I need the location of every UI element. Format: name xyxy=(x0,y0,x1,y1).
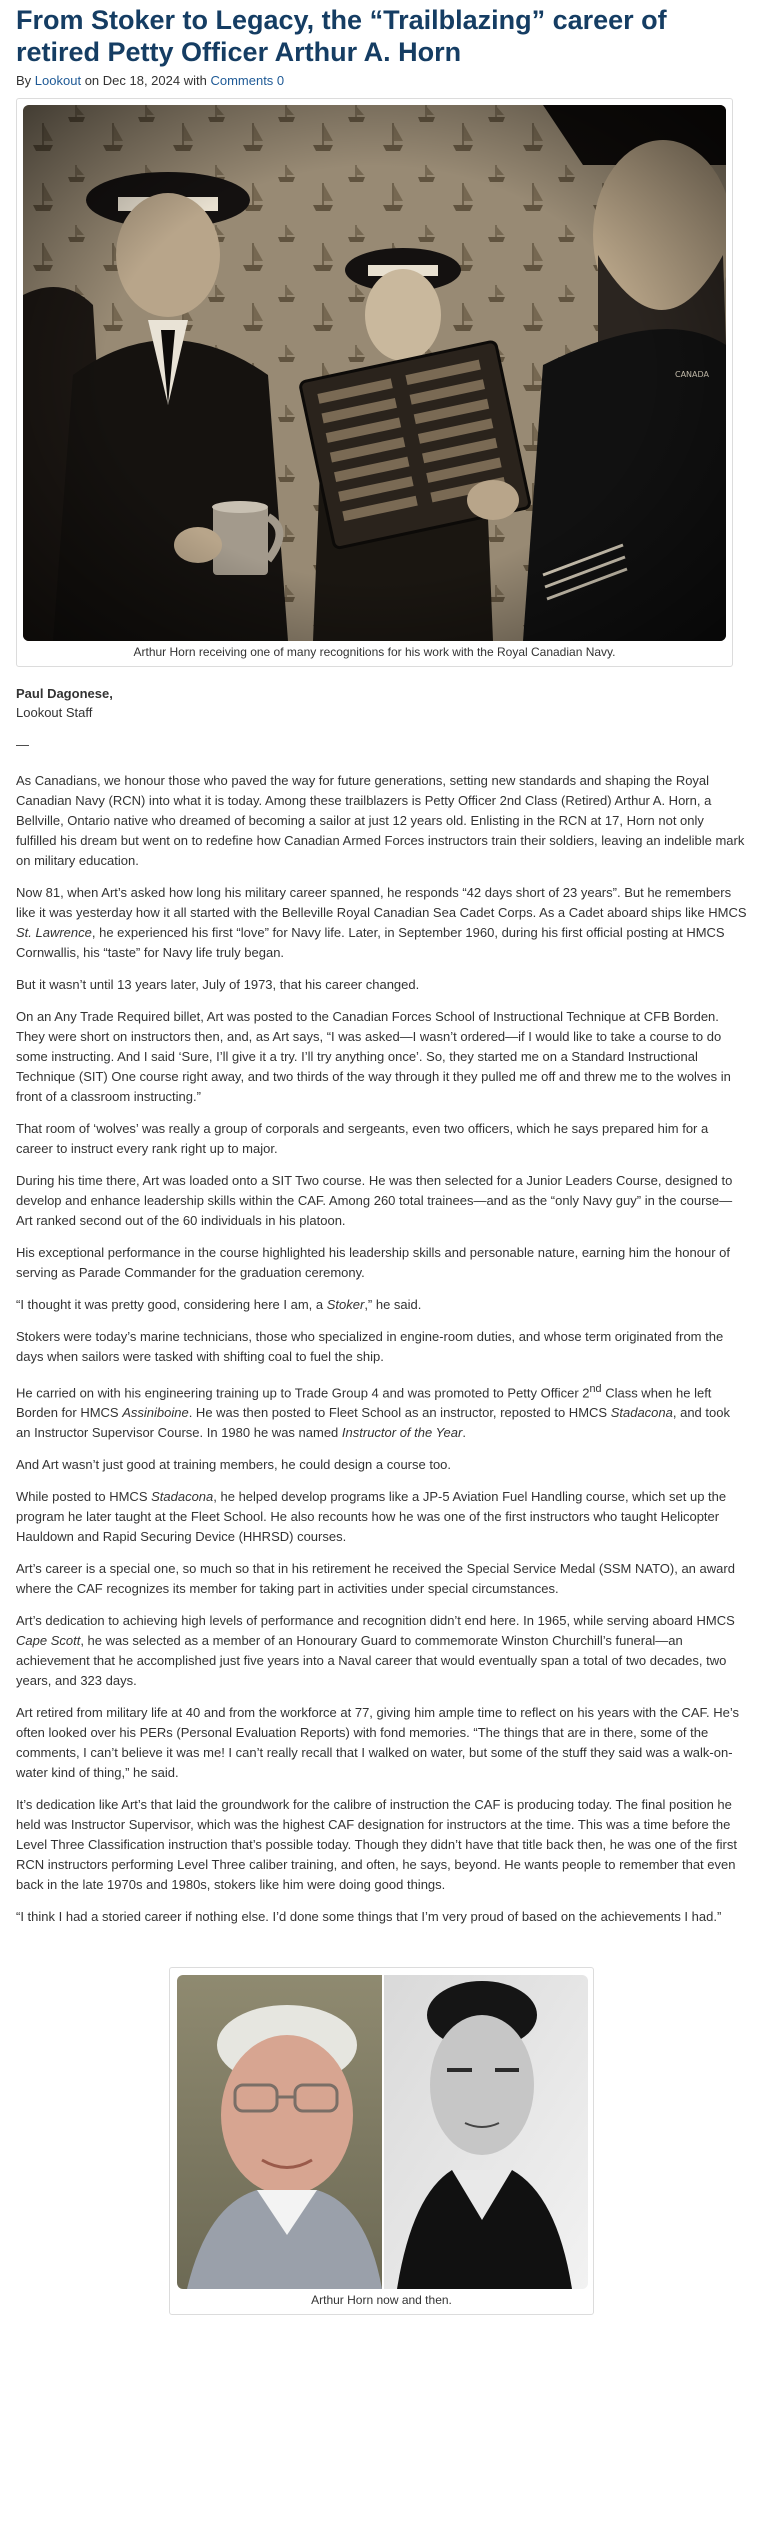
paragraph: “I think I had a storied career if nothing else. I’d done some things that I’m very proud of based on the achievements I had.” xyxy=(16,1909,722,1925)
byline-name: Paul Dagonese, xyxy=(16,686,113,701)
meta-date: on Dec 18, 2024 with xyxy=(84,73,207,88)
paragraph: It’s dedication like Art’s that laid the groundwork for the calibre of instruction the CAF is producing today. The final position he held was Instructor Supervisor, which was the highest CAF designation for instructors at the time. This was a time before the Level Three Classification instruction that’s possible today. Though they didn’t have that title back then, he was one of the first RCN instructors performing Level Three caliber training, and often, he says, beyond. He wants people to remember that even back in the late 1970s and 1980s, stokers like him were doing good things. xyxy=(16,1797,737,1893)
paragraph: Art’s dedication to achieving high levels of performance and recognition didn’t end here. In 1965, while serving aboard HMCS Cape Scott, he was selected as a member of an Honourary Guard to commemorate Winston Churchill’s funeral—an achievement that he accomplished just five years into a Naval career that would eventually span a total of two decades, two years, and 323 days. xyxy=(16,1613,735,1689)
paragraph: “I thought it was pretty good, considering here I am, a Stoker,” he said. xyxy=(16,1297,422,1312)
byline xyxy=(16,684,747,722)
byline-role: Lookout Staff xyxy=(16,705,93,720)
paragraph: Now 81, when Art’s asked how long his military career spanned, he responds “42 days short of 23 years”. But he remembers like it was yesterday how it all started with the Belleville Royal Canadian Sea Cadet Corps. As a Cadet aboard ships like HMCS St. Lawrence, he experienced his first “love” for Navy life. Later, in September 1960, during his first official posting at HMCS Cornwallis, his “taste” for Navy life truly began. xyxy=(16,885,747,960)
author-link[interactable]: Lookout xyxy=(34,73,82,88)
paragraph: As Canadians, we honour those who paved the way for future generations, setting new standards and shaping the Royal Canadian Navy (RCN) into what it is today. Among these trailblazers is Petty Officer 2nd Class (Retired) Arthur A. Horn, a Bellville, Ontario native who dreamed of becoming a sailor at just 12 years old. Enlisting in the RCN at 17, Horn not only fulfilled his dream but went on to redefine how Canadian Armed Forces instructors train their soldiers, leaving an indelible mark on military education. xyxy=(16,773,745,868)
second-figure-caption: Arthur Horn now and then. xyxy=(311,2293,452,2308)
paragraph: Art’s career is a special one, so much so that in his retirement he received the Special Service Medal (SSM NATO), an award where the CAF recognizes its member for taking part in activities under special circumstances. xyxy=(16,1561,735,1597)
paragraph: Stokers were today’s marine technicians, those who specialized in engine-room duties, and whose term originated from the days when sailors were tasked with shifting coal to fuel the ship. xyxy=(16,1329,724,1364)
article-body xyxy=(16,771,747,1927)
paragraph: But it wasn’t until 13 years later, July of 1973, that his career changed. xyxy=(16,977,420,992)
paragraph: During his time there, Art was loaded onto a SIT Two course. He was then selected for a Junior Leaders Course, designed to develop and enhance leadership skills within the CAF. Among 260 total trainees—and as the “only Navy guy” in the course—Art ranked second out of the 60 individuals in his platoon. xyxy=(16,1173,733,1228)
paragraph: That room of ‘wolves’ was really a group of corporals and sergeants, even two officers, which he says prepared him for a career to instruct every rank right up to major. xyxy=(16,1121,709,1156)
main-figure xyxy=(16,98,733,667)
article-title: From Stoker to Legacy, the “Trailblazing” career of retired Petty Officer Arthur A. Horn xyxy=(16,5,667,67)
paragraph: He carried on with his engineering training up to Trade Group 4 and was promoted to Petty Officer 2nd Class when he left Borden for HMCS Assiniboine. He was then posted to Fleet School as an instructor, reposted to HMCS Stadacona, and took an Instructor Supervisor Course. In 1980 he was named Instructor of the Year. xyxy=(16,1383,730,1441)
meta-by: By xyxy=(16,73,32,88)
paragraph: And Art wasn’t just good at training members, he could design a course too. xyxy=(16,1457,452,1473)
paragraph: His exceptional performance in the course highlighted his leadership skills and personable nature, earning him the honour of serving as Parade Commander for the graduation ceremony. xyxy=(16,1245,730,1280)
paragraph: While posted to HMCS Stadacona, he helped develop programs like a JP-5 Aviation Fuel Handling course, which set up the program he later taught at the Fleet School. He also recounts how he was one of the first instructors who taught Helicopter Hauldown and Rapid Securing Device (HHRSD) courses. xyxy=(16,1489,727,1545)
paragraph: On an Any Trade Required billet, Art was posted to the Canadian Forces School of Instructional Technique at CFB Borden. They were short on instructors then, and, as Art says, “I was asked—I wasn’t ordered—if I would like to take a course to do some instructing. And I said ‘Sure, I’ll give it a try. I’ll try anything once’. So, they started me on a Standard Instructional Technique (SIT) One course right away, and two thirds of the way through it they pulled me off and threw me to the wolves in front of a classroom instructing.” xyxy=(16,1009,731,1104)
main-figure-caption: Arthur Horn receiving one of many recognitions for his work with the Royal Canadian Navy. xyxy=(133,645,616,659)
comments-link[interactable]: Comments 0 xyxy=(210,73,285,88)
main-photo xyxy=(23,105,726,641)
now-and-then-photo xyxy=(177,1975,588,2289)
byline-dash: — xyxy=(16,737,29,752)
paragraph: Art retired from military life at 40 and from the workforce at 77, giving him ample time to reflect on his years with the CAF. He’s often looked over his PERs (Personal Evaluation Reports) with fond memories. “The things that are in there, some of the comments, I can’t believe it was me! I can’t really recall that I walked on water, but some of the stuff they said was a walk-on-water kind of thing,” he said. xyxy=(16,1705,739,1781)
article-meta xyxy=(16,73,747,89)
second-figure xyxy=(169,1967,594,2315)
